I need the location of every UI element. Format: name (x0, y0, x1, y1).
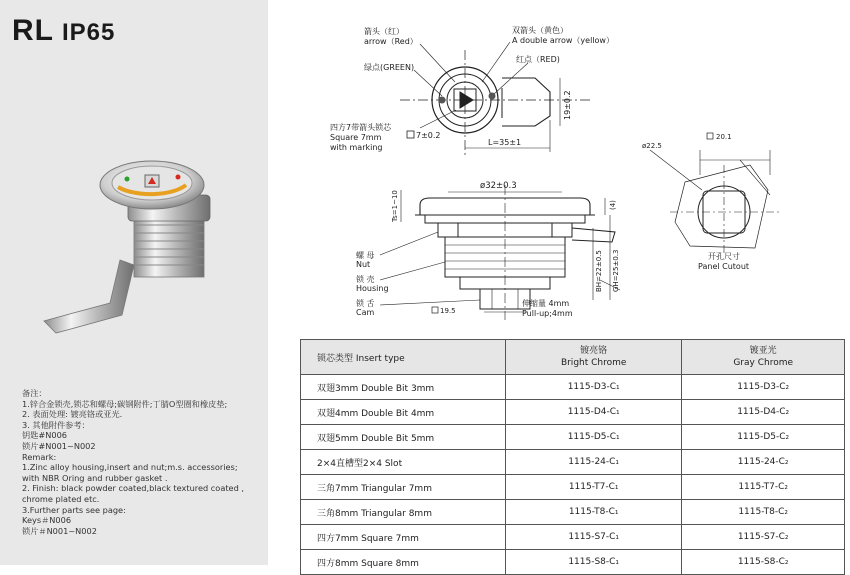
left-panel (0, 0, 268, 565)
diameter-dim-label: ø32±0.3 (480, 181, 517, 191)
model-badge (12, 14, 115, 48)
note-line: 3. 其他附件参考： (22, 419, 90, 430)
note-line: 2. 表面处理: 镀亮铬或亚光. (22, 409, 123, 420)
cell-gray-code: 1115-D4-C₂ (682, 400, 845, 425)
cutout-square-label: 20.1 (716, 133, 732, 141)
double-arrow-cn-label: 双箭头（黄色） (512, 26, 568, 35)
note-line: 钥匙#N006 (22, 430, 67, 441)
double-arrow-en-label: A double arrow（yellow） (512, 36, 614, 45)
cell-insert-type: 四方7mm Square 7mm (301, 525, 506, 550)
nut-en-label: Nut (356, 260, 371, 269)
housing-cn-label: 锁 壳 (356, 275, 375, 284)
table-row (301, 375, 845, 400)
cell-bright-code: 1115-S8-C₁ (506, 550, 682, 575)
notes (22, 388, 262, 536)
table-row (301, 475, 845, 500)
cell-insert-type: 三角8mm Triangular 8mm (301, 500, 506, 525)
model-name: RL (12, 14, 54, 47)
note-line: Keys＃N006 (22, 515, 72, 526)
length-dim-label: L=35±1 (488, 138, 522, 147)
red-dot-label: 红点（RED) (516, 55, 560, 64)
bh22-dim-label: BH=22±0.5 (595, 250, 603, 292)
gh25-dim-label: GH=25±0.3 (612, 249, 620, 292)
table-row (301, 525, 845, 550)
cam-square-dim-label: 19.5 (440, 307, 456, 315)
cell-bright-code: 1115-D4-C₁ (506, 400, 682, 425)
lock-product-image (22, 155, 232, 355)
cell-insert-type: 三角7mm Triangular 7mm (301, 475, 506, 500)
cell-insert-type: 双翅3mm Double Bit 3mm (301, 375, 506, 400)
cell-insert-type: 四方8mm Square 8mm (301, 550, 506, 575)
table-row (301, 500, 845, 525)
note-line: 锁片#N001~N002 (22, 440, 96, 451)
note-line: 1.锌合金锁壳,锁芯和螺母;碳钢附件;丁腈O型圈和橡皮垫; (22, 398, 228, 409)
cell-insert-type: 双翅5mm Double Bit 5mm (301, 425, 506, 450)
cell-gray-code: 1115-S8-C₂ (682, 550, 845, 575)
cell-gray-code: 1115-T8-C₂ (682, 500, 845, 525)
header-bright-en: Bright Chrome (560, 358, 627, 368)
pullup-cn-label: 伸缩量 4mm (522, 299, 570, 308)
ts-dim-label: Ts=1~10 (391, 190, 399, 222)
cell-insert-type: 双翅4mm Double Bit 4mm (301, 400, 506, 425)
note-line: 1.Zinc alloy housing,insert and nut;m.s. accessories; (22, 462, 238, 473)
cell-bright-code: 1115-S7-C₁ (506, 525, 682, 550)
cell-gray-code: 1115-S7-C₂ (682, 525, 845, 550)
table-row (301, 425, 845, 450)
cam-cn-label: 锁 舌 (356, 299, 375, 308)
note-line: chrome plated etc. (22, 493, 100, 504)
cell-gray-code: 1115-24-C₂ (682, 450, 845, 475)
square-en-label: Square 7mm (330, 133, 382, 142)
table-row (301, 400, 845, 425)
side-view (380, 185, 620, 320)
cell-gray-code: 1115-T7-C₂ (682, 475, 845, 500)
cell-gray-code: 1115-D5-C₂ (682, 425, 845, 450)
cell-insert-type: 2×4直槽型2×4 Slot (301, 450, 506, 475)
header-insert-type: 锁芯类型 Insert type (301, 340, 506, 375)
note-line: 备注： (22, 388, 47, 398)
square-cn-label: 四方7带箭头锁芯 (330, 123, 392, 132)
square-dim-label: 7±0.2 (416, 131, 441, 140)
header-gray-cn: 镀亚光 (749, 346, 777, 356)
arrow-red-cn-label: 箭头（红） (364, 27, 404, 36)
table-row (301, 450, 845, 475)
note-line: 3.Further parts see page: (22, 504, 126, 515)
cam-en-label: Cam (356, 308, 375, 317)
nut-cn-label: 螺 母 (356, 251, 375, 260)
housing-en-label: Housing (356, 284, 389, 293)
green-dot-label: 绿点(GREEN) (364, 63, 415, 72)
arrow-red-en-label: arrow（Red） (364, 37, 418, 46)
cell-bright-code: 1115-T7-C₁ (506, 475, 682, 500)
header-gray-chrome (682, 340, 845, 375)
height-dim-label: 19±0.2 (563, 90, 572, 120)
panel-cutout-view (650, 133, 780, 255)
cell-bright-code: 1115-T8-C₁ (506, 500, 682, 525)
insert-type-table (300, 339, 845, 575)
note-line: 2. Finish: black powder coated,black textured coated , (22, 483, 244, 494)
cutout-diameter-label: ø22.5 (642, 142, 662, 150)
cell-bright-code: 1115-24-C₁ (506, 450, 682, 475)
cutout-cn-label: 开孔尺寸 (708, 252, 740, 261)
note-line: with NBR Oring and rubber gasket . (22, 472, 168, 483)
table-header-row (301, 340, 845, 375)
table-row (301, 550, 845, 575)
cell-bright-code: 1115-D5-C₁ (506, 425, 682, 450)
cell-gray-code: 1115-D3-C₂ (682, 375, 845, 400)
header-bright-cn: 镀亮铬 (580, 346, 608, 356)
header-bright-chrome (506, 340, 682, 375)
note-line: 锁片＃N001~N002 (22, 525, 97, 536)
note-line: Remark: (22, 451, 57, 462)
technical-drawing (270, 0, 850, 330)
header-gray-en: Gray Chrome (733, 358, 794, 368)
pullup-en-label: Pull-up;4mm (522, 309, 573, 318)
cutout-en-label: Panel Cutout (698, 262, 750, 271)
ip-rating: IP65 (62, 19, 116, 46)
cell-bright-code: 1115-D3-C₁ (506, 375, 682, 400)
square-marking-label: with marking (330, 143, 383, 152)
side-dim-label: (4) (609, 200, 617, 210)
